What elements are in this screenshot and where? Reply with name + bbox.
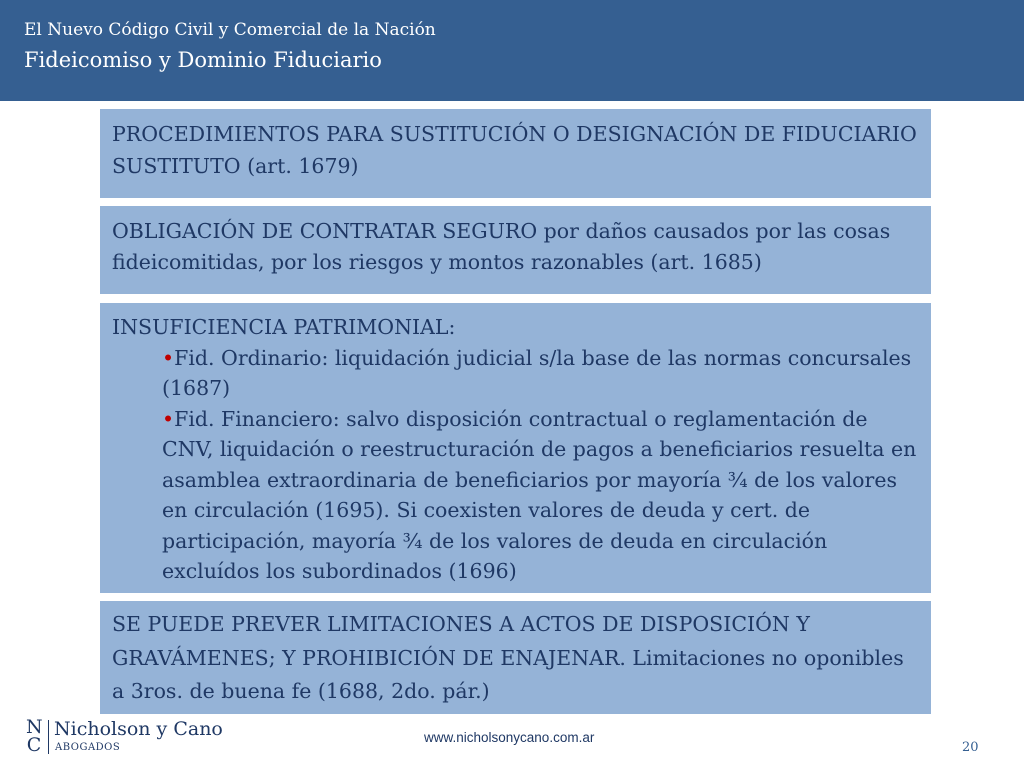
logo-name: Nicholson y Cano (54, 718, 223, 740)
header-title: Fideicomiso y Dominio Fiduciario (24, 48, 382, 72)
bullet-icon: • (162, 345, 175, 370)
box-heading: INSUFICIENCIA PATRIMONIAL: (112, 315, 456, 339)
logo-subtitle: ABOGADOS (55, 742, 121, 753)
page-number: 20 (962, 740, 979, 755)
bullet-icon: • (162, 406, 175, 431)
logo-divider (48, 720, 49, 754)
content-box-seguro: OBLIGACIÓN DE CONTRATAR SEGURO por daños causados por las cosas fideicomitidas, por los riesgos y montos razonables (art. 1685) (100, 206, 931, 294)
bullet-text: Fid. Ordinario: liquidación judicial s/la base de las normas concursales (1687) (162, 345, 912, 400)
header-subtitle: El Nuevo Código Civil y Comercial de la Nación (24, 20, 436, 40)
logo-letter-c: C (26, 734, 42, 756)
logo-letter-n: N (26, 716, 43, 738)
slide-header (0, 0, 1024, 101)
list-item-fid-financiero (162, 404, 919, 587)
content-box-sustitucion: PROCEDIMIENTOS PARA SUSTITUCIÓN O DESIGNACIÓN DE FIDUCIARIO SUSTITUTO (art. 1679) (100, 109, 931, 198)
content-box-insuficiencia (100, 303, 931, 593)
list-item-fid-ordinario (162, 343, 919, 404)
company-logo (26, 718, 226, 758)
content-box-limitaciones: SE PUEDE PREVER LIMITACIONES A ACTOS DE DISPOSICIÓN Y GRAVÁMENES; Y PROHIBICIÓN DE ENAJENAR. Limitaciones no oponibles a 3ros. de buena fe (1688, 2do. pár.) (100, 601, 931, 714)
logo-monogram (26, 718, 42, 754)
website-url: www.nicholsonycano.com.ar (424, 730, 595, 745)
bullet-text: Fid. Financiero: salvo disposición contractual o reglamentación de CNV, liquidación o reestructuración de pagos a beneficiarios resuelta en asamblea extraordinaria de beneficiarios por mayoría ¾ de los valores en circulación (1695). Si coexisten valores de deuda y cert. de participación, mayoría ¾ de los valores de deuda en circulación excluídos los subordinados (1696) (162, 406, 917, 583)
